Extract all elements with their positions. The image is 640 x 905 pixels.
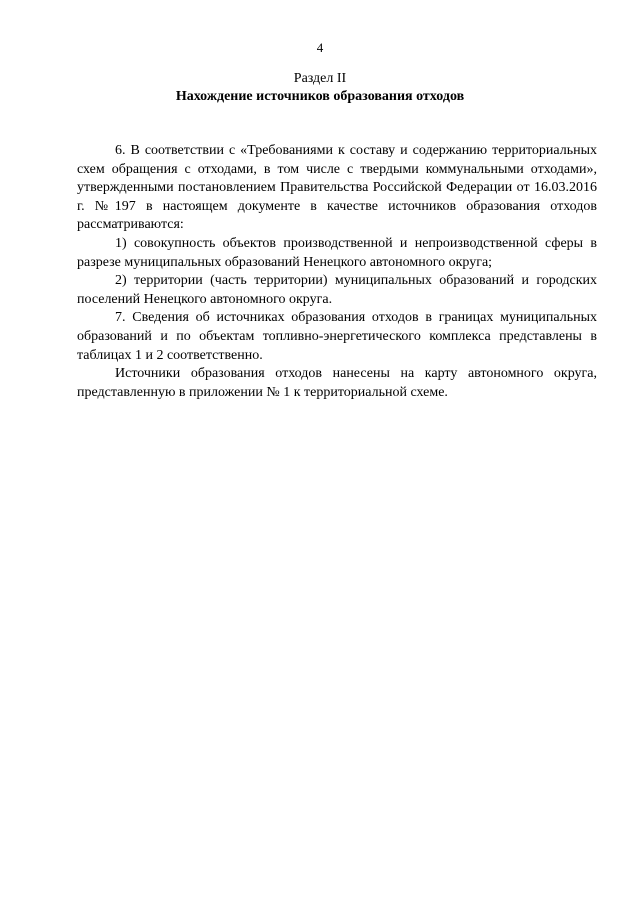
section-subtitle: Нахождение источников образования отходов (175, 89, 465, 104)
paragraph-map-note: Источники образования отходов нанесены на карту автономного округа, представленную в приложении № 1 к территориальной схеме. (77, 366, 597, 400)
paragraph-item-7: 7. Сведения об источниках образования отходов в границах муниципальных образований и по объектам топливно-энергетического комплекса представлены в таблицах 1 и 2 соответственно. (77, 310, 597, 363)
page-number: 4 (316, 40, 324, 55)
paragraph-item-6: 6. В соответствии с «Требованиями к составу и содержанию территориальных схем обращения с отходами, в том числе с твердыми коммунальными отходами», утвержденными постановлением Правительства Российской Федерации от 16.03.2016 г. №197 в настоящем документе в качестве источников образования отходов рассматриваются: (77, 143, 597, 233)
paragraph-subitem-1: 1) совокупность объектов производственной и непроизводственной сферы в разрезе муниципальных образований Ненецкого автономного округа; (77, 235, 597, 270)
section-title: Раздел II (293, 71, 347, 86)
paragraph-subitem-2: 2) территории (часть территории) муниципальных образований и городских поселений Ненецкого автономного округа. (77, 273, 597, 307)
body-text (77, 142, 597, 402)
